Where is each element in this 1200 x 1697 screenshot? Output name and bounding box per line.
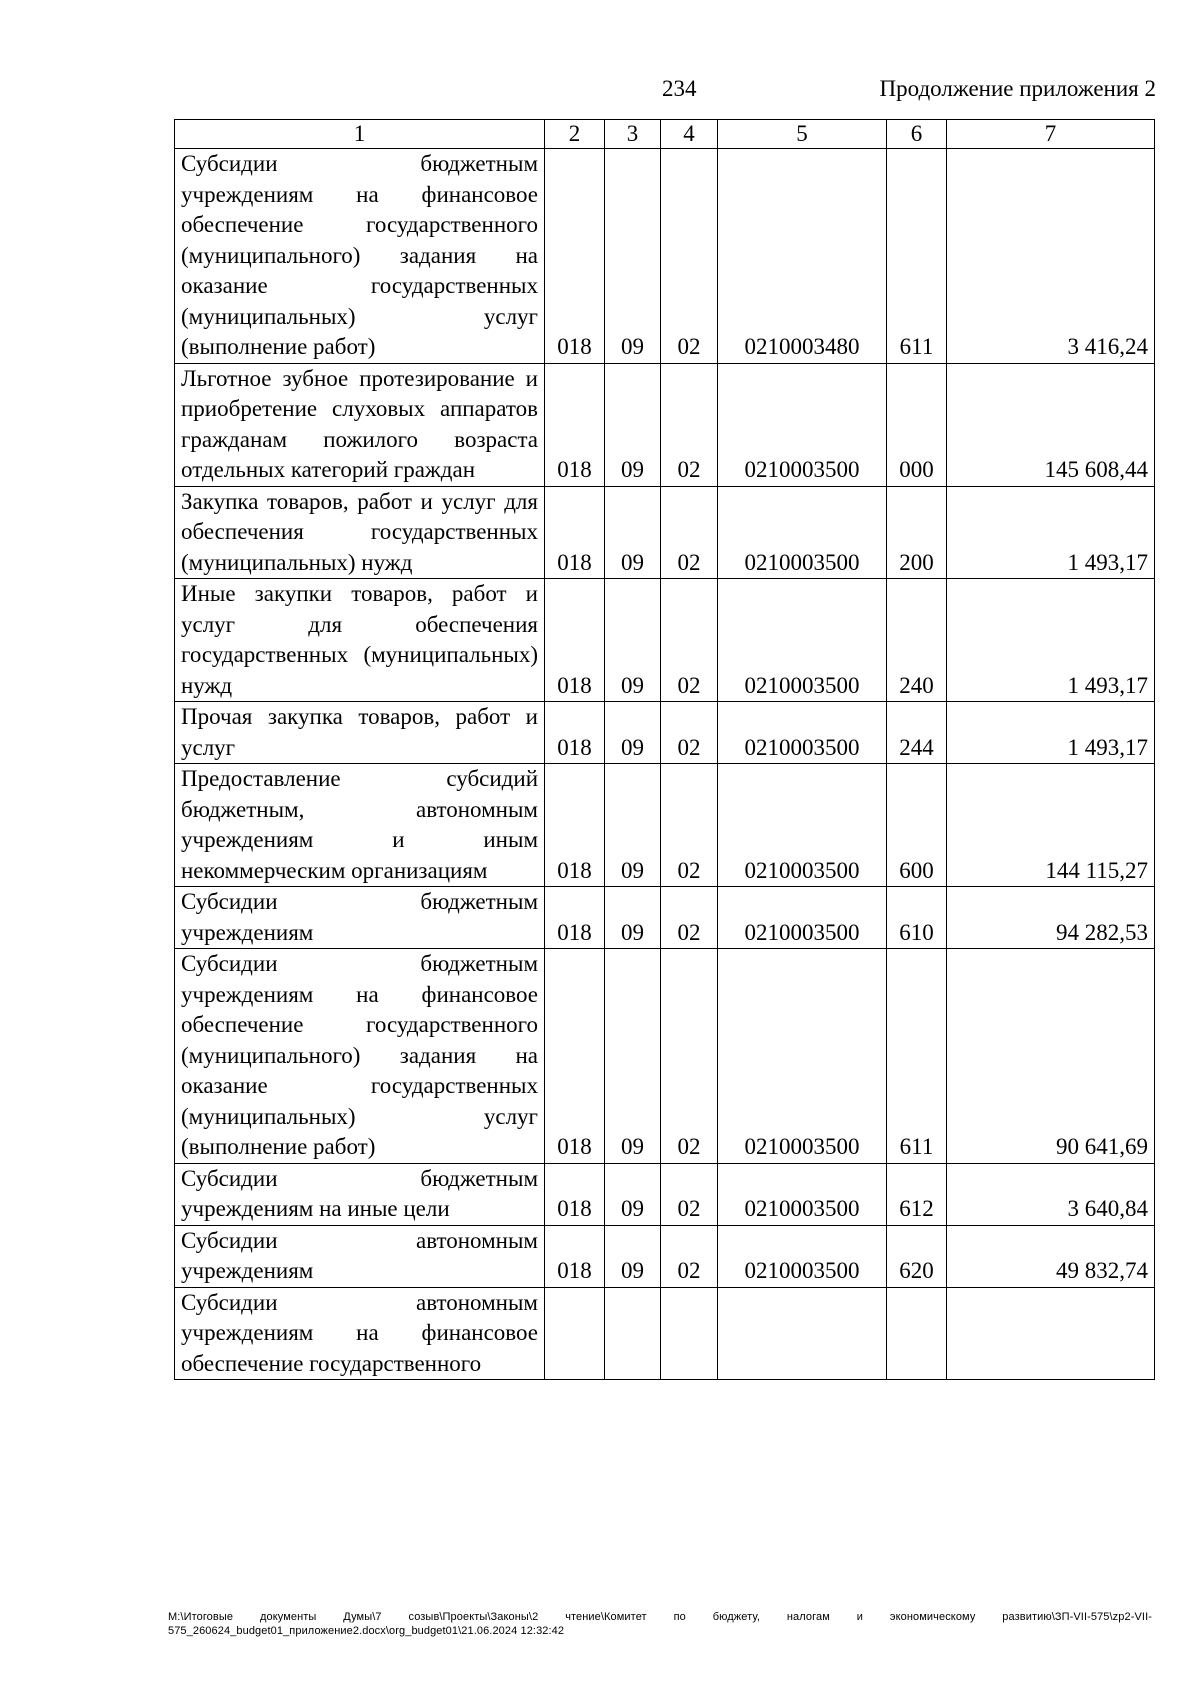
section-code: 09 bbox=[605, 363, 661, 486]
target-article-code bbox=[718, 1287, 887, 1380]
column-number-row bbox=[175, 120, 1155, 149]
chapter-code: 018 bbox=[545, 764, 605, 887]
expense-type-code: 611 bbox=[887, 949, 947, 1164]
amount: 3 640,84 bbox=[947, 1163, 1155, 1225]
column-header: 4 bbox=[661, 120, 718, 149]
table-row bbox=[175, 1287, 1155, 1380]
table-row bbox=[175, 149, 1155, 364]
subsection-code: 02 bbox=[661, 702, 718, 764]
subsection-code: 02 bbox=[661, 486, 718, 579]
column-header: 1 bbox=[175, 120, 545, 149]
budget-table bbox=[174, 119, 1155, 1380]
footer-file-path: M:\Итоговые документы Думы\7 созыв\Проекты\Законы\2 чтение\Комитет по бюджету, налогам и экономическому развитию\ЗП-VII-575\zp2-VII-575_260624_budget01_приложение2.docx\org_budget01\21.06.2024 12:32:42 bbox=[168, 1611, 1152, 1637]
row-name: Льготное зубное протезирование и приобретение слуховых аппаратов гражданам пожилого возраста отдельных категорий граждан bbox=[175, 363, 545, 486]
column-header: 2 bbox=[545, 120, 605, 149]
amount bbox=[947, 1287, 1155, 1380]
table-row bbox=[175, 949, 1155, 1164]
chapter-code: 018 bbox=[545, 486, 605, 579]
table-row bbox=[175, 764, 1155, 887]
amount: 90 641,69 bbox=[947, 949, 1155, 1164]
table-row bbox=[175, 887, 1155, 949]
expense-type-code: 620 bbox=[887, 1225, 947, 1287]
subsection-code: 02 bbox=[661, 363, 718, 486]
row-name: Субсидии бюджетным учреждениям на финансовое обеспечение государственного (муниципального) задания на оказание государственных (муниципальных) услуг (выполнение работ) bbox=[175, 949, 545, 1164]
table-row bbox=[175, 1163, 1155, 1225]
amount: 1 493,17 bbox=[947, 579, 1155, 702]
target-article-code: 0210003500 bbox=[718, 1225, 887, 1287]
subsection-code: 02 bbox=[661, 887, 718, 949]
expense-type-code: 200 bbox=[887, 486, 947, 579]
chapter-code bbox=[545, 1287, 605, 1380]
table-row bbox=[175, 579, 1155, 702]
page-number: 234 bbox=[662, 76, 697, 101]
target-article-code: 0210003500 bbox=[718, 579, 887, 702]
chapter-code: 018 bbox=[545, 949, 605, 1164]
row-name: Субсидии бюджетным учреждениям на финансовое обеспечение государственного (муниципального) задания на оказание государственных (муниципальных) услуг (выполнение работ) bbox=[175, 149, 545, 364]
expense-type-code: 611 bbox=[887, 149, 947, 364]
table-row bbox=[175, 486, 1155, 579]
column-header: 5 bbox=[718, 120, 887, 149]
section-code: 09 bbox=[605, 764, 661, 887]
table-row bbox=[175, 363, 1155, 486]
target-article-code: 0210003480 bbox=[718, 149, 887, 364]
amount: 49 832,74 bbox=[947, 1225, 1155, 1287]
section-code: 09 bbox=[605, 887, 661, 949]
amount: 144 115,27 bbox=[947, 764, 1155, 887]
subsection-code: 02 bbox=[661, 579, 718, 702]
column-header: 6 bbox=[887, 120, 947, 149]
row-name: Субсидии автономным учреждениям на финансовое обеспечение государственного bbox=[175, 1287, 545, 1380]
row-name: Прочая закупка товаров, работ и услуг bbox=[175, 702, 545, 764]
subsection-code: 02 bbox=[661, 1163, 718, 1225]
section-code: 09 bbox=[605, 149, 661, 364]
section-code: 09 bbox=[605, 486, 661, 579]
row-name: Субсидии автономным учреждениям bbox=[175, 1225, 545, 1287]
column-header: 3 bbox=[605, 120, 661, 149]
amount: 145 608,44 bbox=[947, 363, 1155, 486]
column-header: 7 bbox=[947, 120, 1155, 149]
table-row bbox=[175, 702, 1155, 764]
expense-type-code bbox=[887, 1287, 947, 1380]
row-name: Субсидии бюджетным учреждениям bbox=[175, 887, 545, 949]
section-code: 09 bbox=[605, 579, 661, 702]
continuation-caption: Продолжение приложения 2 bbox=[879, 76, 1156, 101]
subsection-code bbox=[661, 1287, 718, 1380]
target-article-code: 0210003500 bbox=[718, 702, 887, 764]
subsection-code: 02 bbox=[661, 1225, 718, 1287]
chapter-code: 018 bbox=[545, 149, 605, 364]
table-row bbox=[175, 1225, 1155, 1287]
section-code: 09 bbox=[605, 949, 661, 1164]
subsection-code: 02 bbox=[661, 949, 718, 1164]
chapter-code: 018 bbox=[545, 702, 605, 764]
row-name: Иные закупки товаров, работ и услуг для обеспечения государственных (муниципальных) нужд bbox=[175, 579, 545, 702]
target-article-code: 0210003500 bbox=[718, 887, 887, 949]
expense-type-code: 612 bbox=[887, 1163, 947, 1225]
chapter-code: 018 bbox=[545, 887, 605, 949]
chapter-code: 018 bbox=[545, 1225, 605, 1287]
section-code bbox=[605, 1287, 661, 1380]
target-article-code: 0210003500 bbox=[718, 363, 887, 486]
amount: 94 282,53 bbox=[947, 887, 1155, 949]
row-name: Предоставление субсидий бюджетным, автономным учреждениям и иным некоммерческим организациям bbox=[175, 764, 545, 887]
row-name: Субсидии бюджетным учреждениям на иные цели bbox=[175, 1163, 545, 1225]
chapter-code: 018 bbox=[545, 579, 605, 702]
section-code: 09 bbox=[605, 1225, 661, 1287]
target-article-code: 0210003500 bbox=[718, 486, 887, 579]
amount: 3 416,24 bbox=[947, 149, 1155, 364]
target-article-code: 0210003500 bbox=[718, 764, 887, 887]
expense-type-code: 240 bbox=[887, 579, 947, 702]
section-code: 09 bbox=[605, 702, 661, 764]
expense-type-code: 244 bbox=[887, 702, 947, 764]
chapter-code: 018 bbox=[545, 363, 605, 486]
expense-type-code: 610 bbox=[887, 887, 947, 949]
row-name: Закупка товаров, работ и услуг для обеспечения государственных (муниципальных) нужд bbox=[175, 486, 545, 579]
section-code: 09 bbox=[605, 1163, 661, 1225]
expense-type-code: 000 bbox=[887, 363, 947, 486]
subsection-code: 02 bbox=[661, 149, 718, 364]
subsection-code: 02 bbox=[661, 764, 718, 887]
expense-type-code: 600 bbox=[887, 764, 947, 887]
chapter-code: 018 bbox=[545, 1163, 605, 1225]
amount: 1 493,17 bbox=[947, 702, 1155, 764]
target-article-code: 0210003500 bbox=[718, 1163, 887, 1225]
target-article-code: 0210003500 bbox=[718, 949, 887, 1164]
amount: 1 493,17 bbox=[947, 486, 1155, 579]
